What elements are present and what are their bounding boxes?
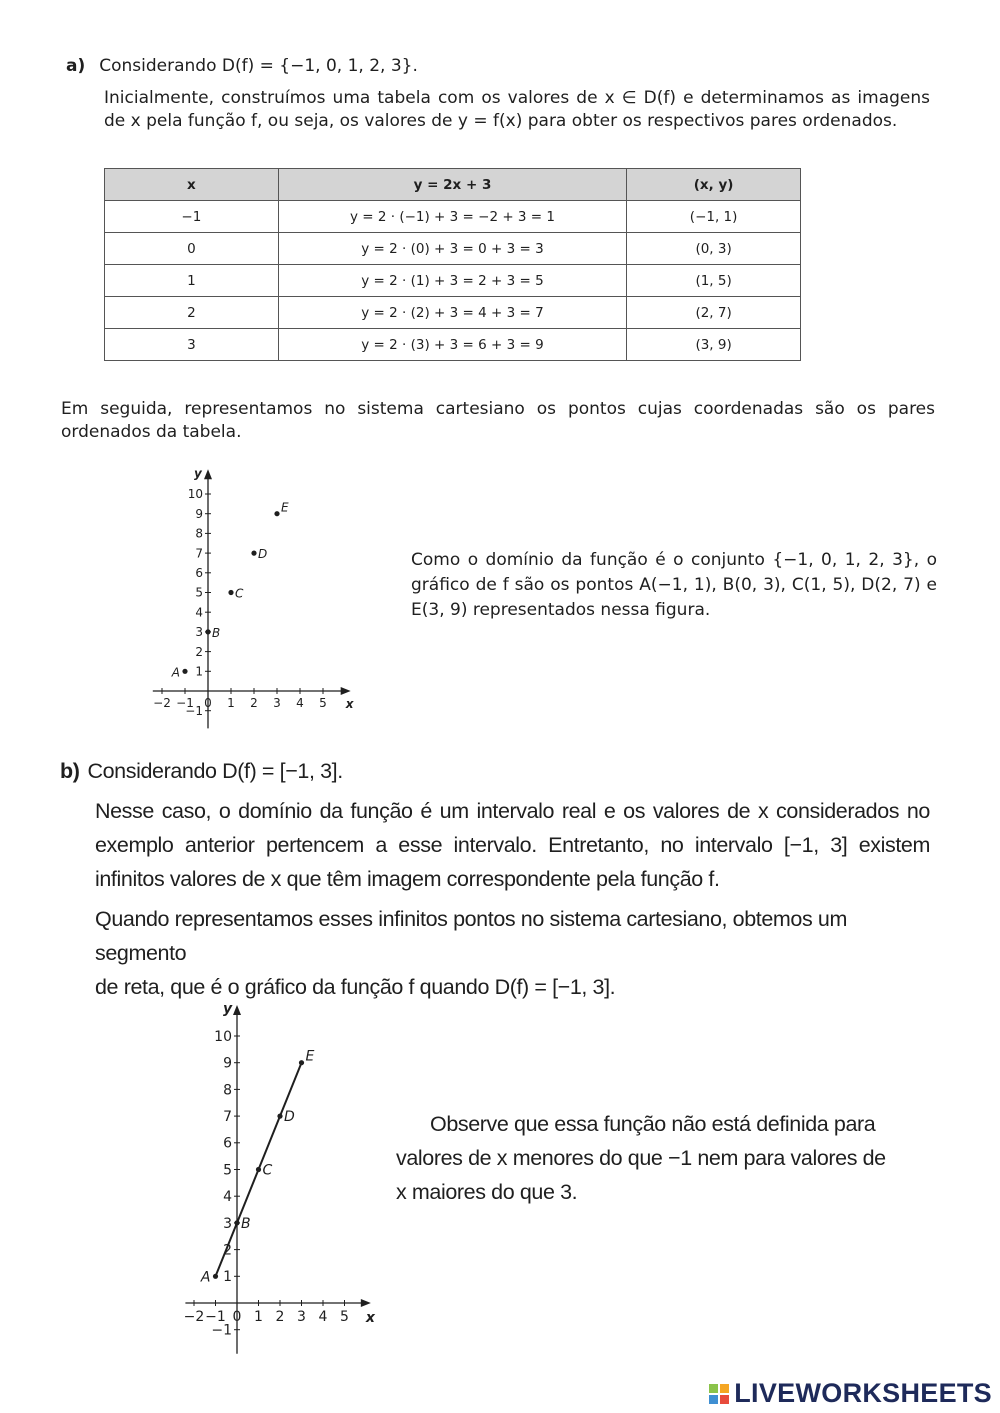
y-tick-label: 6 — [195, 566, 203, 580]
table-header-x: x — [105, 169, 279, 201]
part-b-paragraph-1: Nesse caso, o domínio da função é um intervalo real e os valores de x considerados no exemplo anterior pertencem a esse intervalo. Entretanto, no intervalo [−1, 3] existem infinitos valores de x que têm imagem correspondente pela função f. — [95, 799, 930, 891]
table-cell: (2, 7) — [627, 297, 801, 329]
y-axis-label: y — [223, 1000, 233, 1017]
part-b-caption — [396, 1107, 886, 1209]
y-tick-label: 5 — [223, 1162, 232, 1179]
part-b-paragraph-2-line-2: de reta, que é o gráfico da função f quando D(f) = [−1, 3]. — [95, 975, 616, 999]
x-axis-label: x — [365, 1310, 375, 1326]
table-cell: 1 — [105, 265, 279, 297]
point-c — [256, 1167, 261, 1172]
part-a-after-table: Em seguida, representamos no sistema cartesiano os pontos cujas coordenadas são os pares ordenados da tabela. — [61, 399, 935, 442]
x-tick-label: 3 — [297, 1309, 306, 1325]
x-tick-label: 3 — [273, 696, 281, 710]
y-tick-label: 4 — [223, 1189, 232, 1206]
y-tick-label: 1 — [223, 1269, 232, 1286]
liveworksheets-logo-icon — [709, 1384, 729, 1404]
y-tick-label: 10 — [187, 487, 203, 502]
y-tick-label: 3 — [195, 625, 203, 640]
table-cell: 3 — [105, 329, 279, 361]
x-tick-label: 5 — [319, 696, 327, 710]
table-header-formula: y = 2x + 3 — [278, 169, 626, 201]
x-tick-label: −1 — [205, 1309, 226, 1325]
y-axis-arrow-icon — [204, 469, 212, 479]
point-d — [277, 1114, 282, 1119]
point-label-a: A — [171, 665, 180, 680]
point-b — [205, 629, 210, 634]
y-tick-label: −1 — [211, 1322, 232, 1339]
x-tick-label: 5 — [340, 1309, 349, 1325]
y-tick-label: 5 — [195, 585, 203, 600]
table-header-row — [105, 169, 801, 201]
point-label-b: B — [212, 625, 221, 640]
x-tick-label: 0 — [232, 1309, 242, 1325]
part-a-heading-text: Considerando D(f) = {−1, 0, 1, 2, 3}. — [99, 56, 418, 76]
points-graph — [135, 460, 375, 730]
table-cell: y = 2 · (0) + 3 = 0 + 3 = 3 — [278, 233, 626, 265]
y-tick-label: −1 — [185, 703, 203, 718]
table-cell: y = 2 · (3) + 3 = 6 + 3 = 9 — [278, 329, 626, 361]
part-a-label: a) — [66, 56, 86, 76]
table-row — [105, 265, 801, 297]
table-header-pair: (x, y) — [627, 169, 801, 201]
logo-square — [720, 1395, 729, 1404]
y-tick-label: 8 — [195, 526, 203, 541]
point-e — [274, 511, 279, 516]
part-a-intro: Inicialmente, construímos uma tabela com os valores de x ∈ D(f) e determinamos as imagens de x pela função f, ou seja, os valores de y = f(x) para obter os respectivos pares ordenados. — [104, 88, 930, 131]
values-table — [104, 168, 801, 361]
point-a — [213, 1274, 218, 1279]
point-label-e: E — [281, 500, 289, 515]
point-a — [182, 669, 187, 674]
point-label-c: C — [235, 586, 244, 601]
table-cell: 0 — [105, 233, 279, 265]
segment-graph — [160, 990, 400, 1355]
table-cell: y = 2 · (1) + 3 = 2 + 3 = 5 — [278, 265, 626, 297]
table-row — [105, 329, 801, 361]
y-tick-label: 8 — [223, 1082, 232, 1099]
point-d — [251, 551, 256, 556]
point-label-a: A — [200, 1269, 211, 1286]
y-tick-label: 2 — [195, 644, 203, 659]
point-e — [299, 1060, 304, 1065]
y-tick-label: 9 — [223, 1055, 232, 1072]
x-tick-label: 0 — [204, 696, 212, 710]
part-b-paragraph-2-line-1: Quando representamos esses infinitos pontos no sistema cartesiano, obtemos um segmento — [95, 907, 847, 965]
table-cell: −1 — [105, 201, 279, 233]
part-b-paragraph-2 — [95, 902, 930, 1004]
part-b-heading-text: Considerando D(f) = [−1, 3]. — [87, 759, 343, 783]
point-label-d: D — [284, 1109, 295, 1126]
part-a-heading — [66, 55, 418, 78]
y-tick-label: 10 — [214, 1028, 232, 1045]
logo-square — [720, 1384, 729, 1393]
y-axis-arrow-icon — [233, 1005, 241, 1015]
y-tick-label: 3 — [223, 1215, 232, 1232]
table-cell: y = 2 · (−1) + 3 = −2 + 3 = 1 — [278, 201, 626, 233]
x-tick-label: −1 — [176, 696, 194, 710]
y-tick-label: 9 — [195, 506, 203, 521]
x-tick-label: 1 — [254, 1309, 263, 1325]
x-tick-label: 2 — [250, 696, 258, 710]
x-tick-label: −2 — [183, 1309, 205, 1325]
part-b-caption-line-2: valores de x menores do que −1 nem para valores de — [396, 1146, 886, 1170]
x-tick-label: −2 — [153, 696, 171, 710]
part-b-caption-line-3: x maiores do que 3. — [396, 1180, 578, 1204]
point-label-d: D — [258, 547, 268, 562]
y-tick-label: 6 — [223, 1135, 232, 1152]
logo-square — [709, 1395, 718, 1404]
table-cell: y = 2 · (2) + 3 = 4 + 3 = 7 — [278, 297, 626, 329]
point-c — [228, 590, 233, 595]
y-tick-label: 4 — [195, 605, 203, 620]
table-cell: (−1, 1) — [627, 201, 801, 233]
table-cell: (3, 9) — [627, 329, 801, 361]
x-tick-label: 2 — [275, 1309, 285, 1325]
part-b-heading — [60, 754, 343, 788]
part-b-label: b) — [60, 759, 80, 783]
table-row — [105, 297, 801, 329]
point-label-c: C — [262, 1162, 273, 1179]
part-b-caption-line-1: Observe que essa função não está definida para — [430, 1112, 876, 1136]
liveworksheets-brand — [709, 1378, 992, 1409]
point-b — [234, 1220, 239, 1225]
point-label-b: B — [241, 1215, 251, 1232]
logo-square — [709, 1384, 718, 1393]
x-axis-arrow-icon — [341, 687, 351, 695]
table-cell: (0, 3) — [627, 233, 801, 265]
y-tick-label: 7 — [223, 1109, 232, 1125]
x-axis-label: x — [345, 697, 354, 711]
x-tick-label: 4 — [318, 1309, 328, 1325]
x-tick-label: 4 — [296, 696, 304, 710]
table-row — [105, 233, 801, 265]
liveworksheets-wordmark: LIVEWORKSHEETS — [734, 1378, 992, 1408]
part-a-caption: Como o domínio da função é o conjunto {−1, 0, 1, 2, 3}, o gráfico de f são os pontos A(−1, 1), B(0, 3), C(1, 5), D(2, 7) e E(3, 9) representados nessa figura. — [411, 550, 937, 620]
y-tick-label: 1 — [195, 664, 203, 679]
table-cell: 2 — [105, 297, 279, 329]
table-row — [105, 201, 801, 233]
y-tick-label: 2 — [223, 1242, 232, 1259]
x-tick-label: 1 — [227, 696, 235, 710]
x-axis-arrow-icon — [361, 1299, 371, 1307]
table-cell: (1, 5) — [627, 265, 801, 297]
point-label-e: E — [305, 1048, 315, 1065]
y-tick-label: 7 — [195, 546, 203, 561]
y-axis-label: y — [194, 466, 202, 481]
